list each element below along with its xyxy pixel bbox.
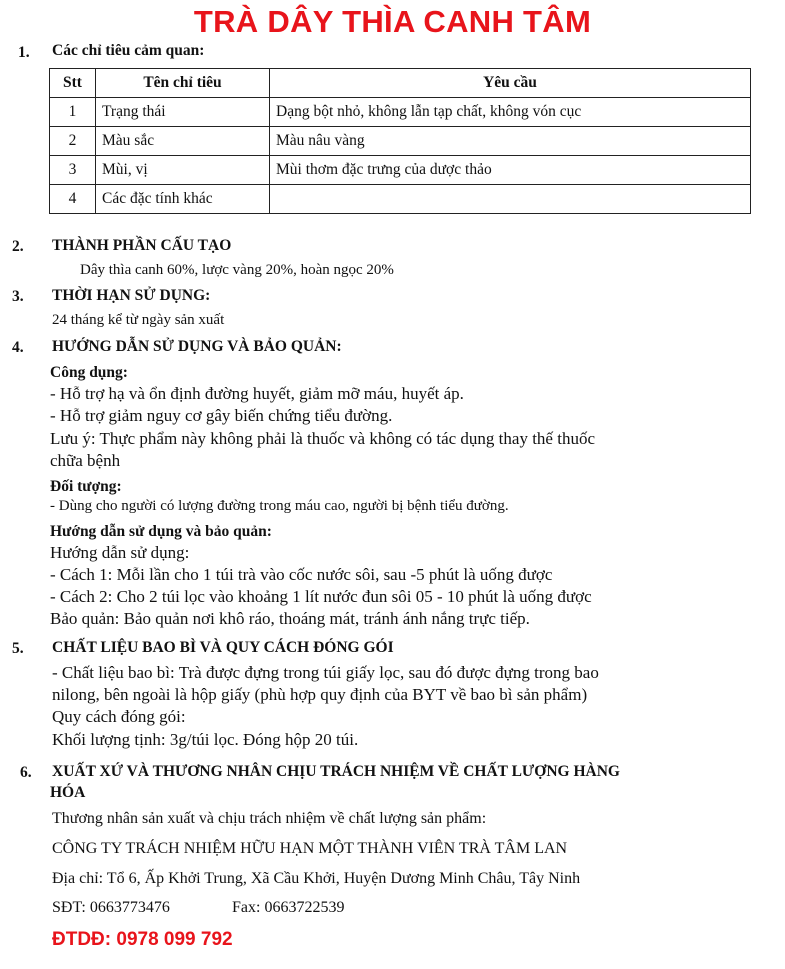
table-cell-name: Các đặc tính khác bbox=[96, 185, 270, 214]
company-phone: SĐT: 0663773476 bbox=[52, 899, 170, 916]
note-line-1: Lưu ý: Thực phẩm này không phải là thuốc và không có tác dụng thay thế thuốc bbox=[50, 429, 595, 448]
table-header-requirement: Yêu cầu bbox=[270, 69, 751, 98]
table-header-stt: Stt bbox=[50, 69, 96, 98]
table-row bbox=[50, 185, 751, 214]
shelf-life-text: 24 tháng kể từ ngày sản xuất bbox=[52, 312, 225, 328]
document-title: TRÀ DÂY THÌA CANH TÂM bbox=[193, 4, 592, 39]
usage-way-1: - Cách 1: Mỗi lần cho 1 túi trà vào cốc nước sôi, sau -5 phút là uống được bbox=[50, 565, 553, 584]
section-1-heading: Các chỉ tiêu cảm quan: bbox=[52, 42, 205, 59]
section-6-number: 6. bbox=[20, 764, 32, 781]
table-header-name: Tên chỉ tiêu bbox=[96, 69, 270, 98]
note-line-2: chữa bệnh bbox=[50, 451, 121, 470]
section-5-number: 5. bbox=[12, 640, 24, 657]
section-6-heading-line-2: HÓA bbox=[50, 784, 86, 801]
section-2-number: 2. bbox=[12, 238, 24, 255]
uses-line-1: - Hỗ trợ hạ và ổn định đường huyết, giảm mỡ máu, huyết áp. bbox=[50, 384, 464, 403]
section-6-heading-line-1: XUẤT XỨ VÀ THƯƠNG NHÂN CHỊU TRÁCH NHIỆM VỀ CHẤT LƯỢNG HÀNG bbox=[52, 763, 620, 780]
section-3-number: 3. bbox=[12, 288, 24, 305]
section-2-heading: THÀNH PHẦN CẤU TẠO bbox=[52, 237, 232, 254]
packaging-line-4: Khối lượng tịnh: 3g/túi lọc. Đóng hộp 20 túi. bbox=[52, 730, 359, 749]
uses-label: Công dụng: bbox=[50, 364, 128, 381]
table-row bbox=[50, 127, 751, 156]
table-cell-stt: 4 bbox=[50, 185, 96, 214]
guide-subtitle: Hướng dẫn sử dụng: bbox=[50, 543, 190, 562]
section-1-number: 1. bbox=[18, 44, 30, 61]
table-cell-name: Mùi, vị bbox=[96, 156, 270, 185]
target-text: - Dùng cho người có lượng đường trong máu cao, người bị bệnh tiểu đường. bbox=[50, 498, 509, 514]
section-5-heading: CHẤT LIỆU BAO BÌ VÀ QUY CÁCH ĐÓNG GÓI bbox=[52, 639, 394, 656]
packaging-line-2: nilong, bên ngoài là hộp giấy (phù hợp quy định của BYT về bao bì sản phẩm) bbox=[52, 685, 588, 704]
composition-text: Dây thìa canh 60%, lược vàng 20%, hoàn ngọc 20% bbox=[80, 262, 394, 278]
packaging-line-1: - Chất liệu bao bì: Trà được đựng trong túi giấy lọc, sau đó được đựng trong bao bbox=[52, 663, 599, 682]
usage-way-2: - Cách 2: Cho 2 túi lọc vào khoảng 1 lít nước đun sôi 05 - 10 phút là uống được bbox=[50, 587, 592, 606]
uses-line-2: - Hỗ trợ giảm nguy cơ gây biến chứng tiểu đường. bbox=[50, 406, 393, 425]
section-4-number: 4. bbox=[12, 339, 24, 356]
target-label: Đối tượng: bbox=[50, 478, 122, 495]
table-cell-name: Màu sắc bbox=[96, 127, 270, 156]
section-3-heading: THỜI HẠN SỬ DỤNG: bbox=[52, 287, 211, 304]
table-cell-requirement bbox=[270, 185, 751, 214]
table-cell-stt: 1 bbox=[50, 98, 96, 127]
table-cell-stt: 2 bbox=[50, 127, 96, 156]
table-row bbox=[50, 98, 751, 127]
packaging-line-3: Quy cách đóng gói: bbox=[52, 707, 186, 726]
company-address: Địa chỉ: Tổ 6, Ấp Khởi Trung, Xã Cầu Khởi, Huyện Dương Minh Châu, Tây Ninh bbox=[52, 870, 581, 887]
storage-text: Bảo quản: Bảo quản nơi khô ráo, thoáng mát, tránh ánh nắng trực tiếp. bbox=[50, 609, 530, 628]
company-name: CÔNG TY TRÁCH NHIỆM HỮU HẠN MỘT THÀNH VIÊN TRÀ TÂM LAN bbox=[52, 840, 568, 857]
sensory-table bbox=[49, 68, 751, 214]
trader-line: Thương nhân sản xuất và chịu trách nhiệm về chất lượng sản phẩm: bbox=[52, 810, 487, 827]
mobile-phone: ĐTDĐ: 0978 099 792 bbox=[52, 929, 233, 950]
table-cell-requirement: Dạng bột nhỏ, không lẫn tạp chất, không vón cục bbox=[270, 98, 751, 127]
table-row bbox=[50, 156, 751, 185]
table-cell-requirement: Màu nâu vàng bbox=[270, 127, 751, 156]
table-cell-requirement: Mùi thơm đặc trưng của dược thảo bbox=[270, 156, 751, 185]
guide-label: Hướng dẫn sử dụng và bảo quản: bbox=[50, 523, 272, 540]
table-header-row bbox=[50, 69, 751, 98]
table-cell-stt: 3 bbox=[50, 156, 96, 185]
section-4-heading: HƯỚNG DẪN SỬ DỤNG VÀ BẢO QUẢN: bbox=[52, 338, 342, 355]
company-fax: Fax: 0663722539 bbox=[232, 899, 345, 916]
table-cell-name: Trạng thái bbox=[96, 98, 270, 127]
